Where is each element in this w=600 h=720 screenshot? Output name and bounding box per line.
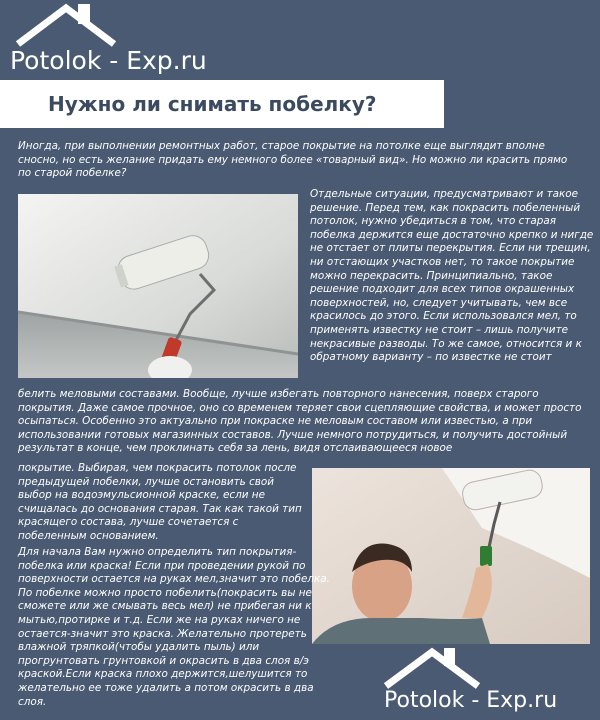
paragraph-3: покрытие. Выбирая, чем покрасить потолок после предыдущей побелки, лучше остановить свой выбор на водоэмульсионной краске, если не счищалась до основания старая. Так как такой тип красящего состава, лучше сочетается с побеленным основанием. xyxy=(18,462,302,542)
paragraph-2: белить меловыми составами. Вообще, лучше избегать повторного нанесения, поверх старого покрытия. Даже самое прочное, оно со временем теряет свои сцепляющие свойства, и может просто осыпаться. Особенно это актуально при покраске не меловым составом или известью, а при использовании готовых магазинных составов. Лучше немного потрудиться, и получить достойный результат в конце, чем проклинать себя за лень, видя отслаивающееся новое xyxy=(18,388,582,455)
house-roof-icon xyxy=(14,2,122,48)
page-title: Нужно ли снимать побелку? xyxy=(48,92,377,116)
site-brand-top: Potolok - Exp.ru xyxy=(10,46,207,75)
photo-roller-ceiling xyxy=(18,194,298,378)
intro-paragraph: Иногда, при выполнении ремонтных работ, старое покрытие на потолке еще выглядит вполне сносно, но есть желание придать ему немного более «товарный вид». Но можно ли красить прямо по старой побелке? xyxy=(18,140,568,180)
site-logo-top[interactable] xyxy=(6,2,226,80)
title-bar xyxy=(0,80,444,128)
paragraph-4: Для начала Вам нужно определить тип покрытия-побелка или краска! Если при проведении рукой по поверхности остается на руках мел,значит это побелка. По побелке можно просто побелить(покрасить вы не сможете или же смывать весь мел) не прибегая ни к мытью,протирке и т.д. Если же на руках ничего не остается-значит это краска. Желательно протереть влажной тряпкой(чтобы удалить пыль) или прогрунтовать грунтовкой и окрасить в два слоя в/э краской.Если краска плохо держится,шелушится то желательно ее тоже удалить а потом окрасить в два слоя. xyxy=(18,546,330,708)
photo-man-painting xyxy=(312,468,590,644)
site-brand-bottom: Potolok - Exp.ru xyxy=(384,688,558,713)
site-logo-bottom[interactable] xyxy=(382,646,600,720)
house-roof-icon xyxy=(382,646,486,690)
paragraph-1: Отдельные ситуации, предусматривают и такое решение. Перед тем, как покрасить побеленный потолок, нужно убедиться в том, что старая побелка держится еще достаточно крепко и нигде не отстает от плиты перекрытия. Если ни трещин, ни отстающих участков нет, то такое покрытие можно перекрасить. Принципиально, такое решение подходит для всех типов окрашенных поверхностей, но, следует учитывать, чем все красилось до этого. Если использовался мел, то применять известку не стоит – лишь получите некрасивые разводы. То же самое, относится и к обратному варианту – по известке не стоит xyxy=(310,188,594,364)
